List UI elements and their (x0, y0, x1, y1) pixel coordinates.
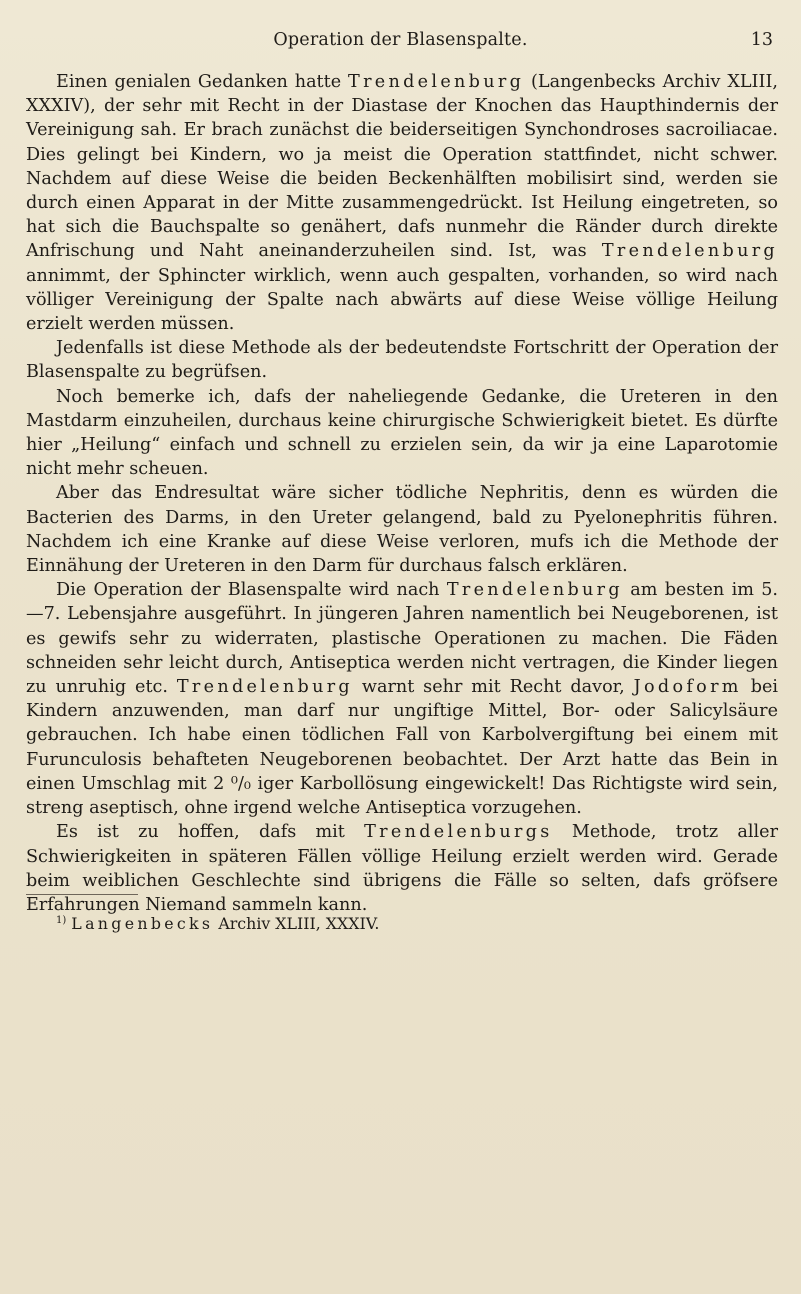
author-name: Trendelenburg (176, 677, 353, 698)
paragraph (26, 820, 778, 917)
footnote-marker: 1) (56, 915, 67, 926)
text-run: Einen genialen Gedanken hatte (56, 72, 349, 92)
paragraph (26, 336, 778, 384)
author-name: Trendelenburg (601, 241, 778, 262)
footnote-divider (26, 894, 138, 895)
paragraph (26, 385, 778, 482)
body-text (26, 70, 778, 917)
text-run: (Langenbecks Archiv XLIII, XXXIV), der sehr mit Recht in der Diastase der Knochen das Haupthindernis der Vereinigung sah. Er brach zunächst die beiderseitigen Synchondroses sacroiliacae. Dies gelingt bei Kindern, wo ja meist die Operation stattfindet, nicht schwer. Nachdem auf diese Weise die beiden Beckenhälften mobilisirt sind, werden sie durch einen Apparat in der Mitte zusammengedrückt. Ist Heilung eingetreten, so hat sich die Bauchspalte so genähert, dafs nunmehr die Ränder durch direkte Anfrischung und Naht aneinanderzuheilen sind. Ist, was (26, 72, 778, 262)
page-header (26, 30, 775, 60)
paragraph (26, 481, 778, 578)
text-run: am besten im 5.—7. Lebensjahre ausgeführt. In jüngeren Jahren namentlich bei Neugeborenen, ist es gewifs sehr zu widerraten, plastische Operationen zu machen. Die Fäden schneiden sehr leicht durch, Antiseptica werden nicht vertragen, die Kinder liegen zu unruhig etc. (26, 580, 778, 698)
author-name: Trendelenburg (348, 72, 525, 92)
footnote-text: Archiv XLIII, XXXIV. (213, 914, 380, 933)
text-run: Noch bemerke ich, dafs der naheliegende Gedanke, die Ureteren in den Mastdarm einzuheilen, durchaus keine chirurgische Schwierigkeit bietet. Es dürfte hier „Heilung“ einfach und schnell zu erzielen sein, da wir ja eine Laparotomie nicht mehr scheuen. (26, 386, 778, 480)
footnote (26, 910, 778, 935)
text-run: warnt sehr mit Recht davor, (353, 677, 634, 698)
paragraph (26, 70, 778, 336)
text-run: Jedenfalls ist diese Methode als der bedeutendste Fortschritt der Operation der Blasenspalte zu begrüfsen. (26, 338, 778, 383)
running-head: Operation der Blasenspalte. (273, 30, 528, 50)
page-number: 13 (750, 30, 773, 50)
text-run: Aber das Endresultat wäre sicher tödliche Nephritis, denn es würden die Bacterien des Darms, in den Ureter gelangend, bald zu Pyelonephritis führen. Nachdem ich eine Kranke auf diese Weise verloren, mufs ich die Methode der Einnähung der Ureteren in den Darm für durchaus falsch erklären. (26, 483, 778, 577)
author-name: Trendelenburgs (364, 822, 553, 843)
text-run: bei Kindern anzuwenden, man darf nur ungiftige Mittel, Bor- oder Salicylsäure gebrauchen. Ich habe einen tödlichen Fall von Karbolvergiftung bei einem mit Furunculosis behafteten Neugeborenen beobachtet. Der Arzt hatte das Bein in einen Umschlag mit 2 ⁰/₀ iger Karbollösung eingewickelt! Das Richtigste wird sein, streng aseptisch, ohne irgend welche Antiseptica vorzugehen. (26, 677, 778, 819)
text-run: annimmt, der Sphincter wirklich, wenn auch gespalten, vorhanden, so wird nach völliger Vereinigung der Spalte nach abwärts auf diese Weise völlige Heilung erzielt werden müssen. (26, 265, 778, 335)
text-run: Methode, trotz aller Schwierigkeiten in späteren Fällen völlige Heilung erzielt werden wird. Gerade beim weiblichen Geschlechte sind übrigens die Fälle so selten, dafs gröfsere Erfahrungen Niemand sammeln kann. (26, 822, 778, 915)
footnote-author: Langenbecks (71, 914, 214, 933)
paragraph (26, 578, 778, 820)
author-name: Trendelenburg (446, 580, 623, 601)
text-run: Es ist zu hoffen, dafs mit (56, 822, 365, 843)
text-run: Die Operation der Blasenspalte wird nach (56, 580, 447, 601)
drug-name: Jodoform (633, 677, 742, 698)
